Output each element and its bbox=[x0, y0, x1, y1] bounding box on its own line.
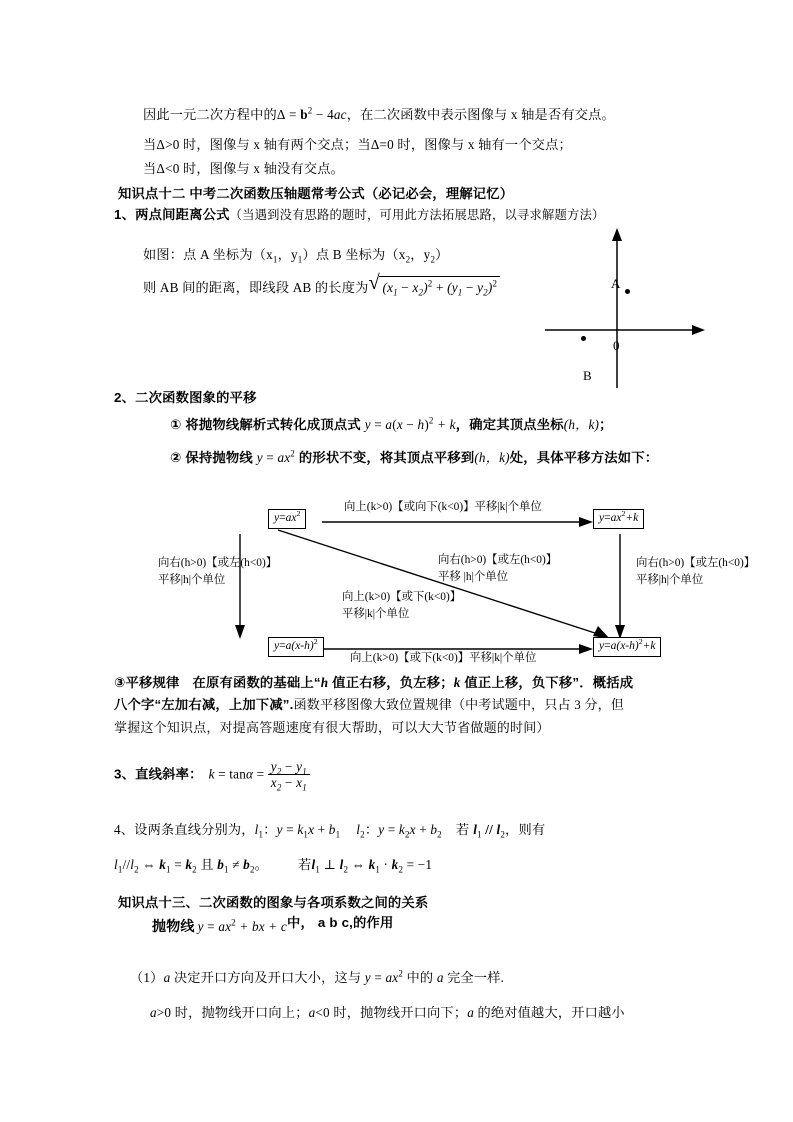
step2-pow: 2 bbox=[290, 448, 295, 459]
step1-x: x bbox=[396, 417, 403, 432]
origin-label: 0 bbox=[613, 338, 620, 353]
s13-item1-pow: 2 bbox=[398, 968, 404, 979]
sub-x1: 1 bbox=[272, 254, 278, 265]
slope-den-x2-sub: 2 bbox=[276, 782, 282, 793]
label-middle-upper-2: 平移 |h|个单位 bbox=[438, 571, 509, 583]
radical-sign: √ bbox=[368, 272, 380, 294]
f-minus-2: − bbox=[462, 280, 478, 295]
f-close-1: ) bbox=[423, 280, 428, 295]
item-1-line-1-a: 如图：点 A 坐标为（x bbox=[143, 247, 273, 262]
slope-numerator bbox=[268, 759, 310, 777]
item4-perp-k1-sub: 1 bbox=[375, 864, 381, 875]
s13-ax: ax bbox=[218, 919, 232, 934]
item-1-line-1 bbox=[143, 245, 449, 264]
sub-x2: 2 bbox=[405, 254, 411, 265]
item-1-line-1-e: ） bbox=[435, 247, 449, 262]
axis-label-B: B bbox=[583, 368, 592, 383]
box4-pow: 2 bbox=[638, 637, 643, 647]
f-x1: x bbox=[387, 280, 394, 295]
item4-res-b2: b bbox=[243, 857, 250, 872]
shift-rule-line-1 bbox=[114, 673, 633, 692]
parabola-word: 抛物线 bbox=[152, 918, 195, 934]
s13-item1-text2: 中的 bbox=[403, 970, 437, 985]
f-y2-sub: 2 bbox=[483, 287, 488, 298]
distance-formula bbox=[368, 272, 500, 298]
box2-tail: +k bbox=[625, 512, 639, 524]
item4-l1-x: x bbox=[308, 822, 315, 837]
item4-perp-iff: ⇔ bbox=[348, 857, 369, 872]
item-1-line-1-d: ，y bbox=[410, 247, 431, 262]
label-middle-lower-1: 向上(k>0)【或下(k<0)】 bbox=[342, 591, 462, 603]
shift-rule-1tail: 概括成 bbox=[592, 675, 634, 690]
s13-item1-text: 决定开口方向及开口大小，这与 bbox=[170, 970, 365, 985]
item4-l1-eq: = bbox=[282, 822, 298, 837]
slope-den-x1: x bbox=[296, 775, 303, 791]
item4-cond-par: // bbox=[481, 822, 497, 837]
step1-eq: = bbox=[370, 417, 386, 432]
label-middle-upper-1: 向右(h>0)【或左(h<0)】 bbox=[438, 554, 558, 566]
item4-res-period: 。 bbox=[254, 857, 269, 872]
step1-h: h bbox=[417, 417, 425, 432]
section-2-step-1 bbox=[170, 415, 613, 434]
slope-den-x1-sub: 1 bbox=[302, 782, 307, 793]
item4-cond-l2-sub: 2 bbox=[500, 829, 506, 840]
item4-perp-l1: l bbox=[311, 857, 316, 872]
step2-y: y bbox=[256, 450, 263, 465]
s13-c: + c bbox=[264, 919, 287, 934]
box3-y: y bbox=[274, 640, 280, 652]
s13-y: y bbox=[197, 919, 204, 934]
label-middle-lower-2: 平移|k|个单位 bbox=[342, 608, 410, 620]
f-x2: x bbox=[412, 280, 419, 295]
shift-rule-line-2 bbox=[114, 695, 624, 715]
box4-y: y bbox=[599, 640, 605, 652]
f-open-1: ( bbox=[382, 280, 388, 295]
slope-den-x2: x bbox=[270, 775, 277, 791]
box3-expr: a(x-h) bbox=[285, 640, 314, 652]
f-y1-sub: 1 bbox=[457, 287, 463, 298]
f-y1: y bbox=[451, 280, 458, 295]
item-1-line-1-c: ）点 B 坐标为（x bbox=[302, 247, 406, 262]
slope-fraction bbox=[268, 759, 310, 793]
item4-l1-plus: + bbox=[314, 822, 329, 837]
box1-y: y bbox=[274, 512, 280, 524]
box1-eq: = bbox=[279, 512, 286, 524]
f-close-2: ) bbox=[487, 280, 493, 295]
section-2-title: 2、二次函数图象的平移 bbox=[114, 390, 257, 405]
step1-pow: 2 bbox=[428, 415, 434, 426]
s13-pow: 2 bbox=[231, 917, 236, 928]
f-pow-1: 2 bbox=[427, 278, 433, 289]
section-13-heading: 知识点十三、二次函数的图象与各项系数之间的关系 bbox=[118, 895, 429, 910]
item4-res-b2-sub: 2 bbox=[249, 864, 255, 875]
item4-res-b1-sub: 1 bbox=[224, 864, 229, 875]
slope-eq2: = bbox=[253, 766, 268, 782]
shift-rule-1d: 值正上移，负下移”． bbox=[460, 675, 593, 690]
lines-item-4-row-1 bbox=[114, 820, 545, 839]
box1-expr: ax bbox=[285, 512, 297, 524]
label-top-arrow: 向上(k>0)【或向下(k<0)】平移|k|个单位 bbox=[344, 501, 542, 513]
s13-item2-a3: a bbox=[467, 1005, 475, 1020]
item4-cond-l2: l bbox=[496, 822, 501, 837]
item4-perp-eq: = −1 bbox=[403, 857, 433, 872]
shift-rule-line-3: 掌握这个知识点，对提高答题速度有很大帮助，可以大大节省做题的时间） bbox=[114, 720, 550, 735]
step1-y: y bbox=[364, 417, 371, 432]
shift-rule-title: ③平移规律 bbox=[114, 675, 180, 690]
item4-l1-b-sub: 1 bbox=[335, 829, 341, 840]
step1-minus: − bbox=[402, 417, 418, 432]
box2-pow: 2 bbox=[621, 509, 626, 519]
intro-line-1-prefix: 因此一元二次方程中的 bbox=[143, 107, 277, 122]
step-1-middle: ，确定其顶点坐标 bbox=[455, 417, 564, 432]
s13-item1-ax: ax bbox=[385, 970, 399, 985]
item4-res-neq: ≠ bbox=[228, 857, 244, 872]
item4-l2-k: k bbox=[398, 822, 405, 837]
slope-eq1: = bbox=[214, 766, 230, 782]
intro-line-1-minus: − 4 bbox=[312, 107, 334, 122]
shift-rule-2rest: 函数平移图像大致位置规律（中考试题中，只占 3 分，但 bbox=[293, 697, 624, 712]
box4-tail: +k bbox=[642, 640, 656, 652]
section-13-item-2 bbox=[150, 1003, 625, 1022]
s13-item2-tail: 的绝对值越大，开口越小 bbox=[474, 1005, 625, 1020]
diagram-box-y-ax2 bbox=[268, 509, 306, 529]
slope-num-y2-sub: 2 bbox=[276, 766, 282, 777]
distance-label: 则 AB 间的距离，即线段 AB 的长度为 bbox=[143, 280, 369, 295]
item4-res-l1: l bbox=[114, 857, 118, 872]
section-2-step-2 bbox=[170, 448, 658, 467]
item4-perp-k2-sub: 2 bbox=[398, 864, 404, 875]
coordinate-axes-figure bbox=[545, 228, 705, 390]
intro-line-2: 当Δ>0 时，图像与 x 轴有两个交点；当Δ=0 时，图像与 x 轴有一个交点； bbox=[143, 137, 572, 152]
item-1-line-2 bbox=[143, 272, 500, 298]
section-13-item-1 bbox=[130, 968, 504, 987]
item-1-title-row bbox=[114, 205, 605, 225]
f-open-2: ( bbox=[447, 280, 452, 295]
step-2-middle: 的形状不变，将其顶点平移到 bbox=[294, 450, 475, 465]
point-B-dot bbox=[581, 336, 586, 341]
lines-item-4-row-2 bbox=[114, 855, 432, 874]
axes-svg bbox=[545, 228, 705, 390]
step-2-end: 处，具体平移方法如下： bbox=[509, 450, 659, 465]
box4-eq: = bbox=[604, 640, 611, 652]
label-left-2: 平移|h|个单位 bbox=[158, 574, 226, 586]
item4-l1-sub: 1 bbox=[258, 829, 264, 840]
item4-then: ，则有 bbox=[505, 822, 546, 837]
intro-line-1-ac: ac bbox=[333, 107, 347, 122]
s13-tail: 中， a b c,的作用 bbox=[286, 915, 394, 930]
item4-second-if: 若 bbox=[298, 857, 312, 872]
section-12-heading: 知识点十二 中考二次函数压轴题常考公式（必记必会，理解记忆） bbox=[118, 186, 514, 201]
item4-l2-plus: + bbox=[415, 822, 431, 837]
point-A-dot bbox=[625, 289, 630, 294]
slope-num-y1: y bbox=[296, 759, 303, 774]
step2-eq: = bbox=[262, 450, 278, 465]
item4-l2-b: b bbox=[430, 822, 438, 837]
step1-close: ) bbox=[424, 417, 429, 432]
item4-cond-l1-sub: 1 bbox=[477, 829, 482, 840]
intro-line-3: 当Δ<0 时，图像与 x 轴没有交点。 bbox=[143, 161, 345, 176]
item4-l1-colon: ： bbox=[263, 822, 277, 837]
slope-label: 3、直线斜率： bbox=[114, 766, 203, 782]
slope-num-y1-sub: 1 bbox=[302, 766, 307, 777]
slope-tan: tan bbox=[229, 766, 246, 782]
item4-res-par: // bbox=[122, 857, 131, 872]
f-y2: y bbox=[477, 280, 484, 295]
f-plus: + bbox=[432, 280, 448, 295]
slope-row bbox=[114, 760, 310, 791]
slope-denominator bbox=[268, 774, 310, 793]
step-1-prefix: ① 将抛物线解析式转化成顶点式 bbox=[170, 417, 365, 432]
item4-res-l2-sub: 2 bbox=[134, 864, 139, 875]
item4-res-k1: k bbox=[159, 857, 167, 872]
s13-item1-y: y bbox=[364, 970, 371, 985]
item-1-note: （当遇到没有思路的题时，可用此方法拓展思路，以寻求解题方法） bbox=[229, 208, 605, 222]
step-2-prefix: ② 保持抛物线 bbox=[170, 450, 257, 465]
item-1-title: 1、两点间距离公式 bbox=[114, 207, 230, 222]
item4-l2-b-sub: 2 bbox=[437, 829, 442, 840]
slope-k: k bbox=[208, 766, 215, 782]
s13-bx: + bx bbox=[235, 919, 265, 934]
item4-res-k2: k bbox=[185, 857, 193, 872]
f-x1-sub: 1 bbox=[393, 287, 398, 298]
item4-res-eq: = bbox=[170, 857, 186, 872]
item4-perp-l2: l bbox=[339, 857, 344, 872]
step-2-coord: (h，k) bbox=[474, 450, 510, 465]
item4-cond-l1: l bbox=[473, 822, 478, 837]
box2-y: y bbox=[599, 512, 605, 524]
s13-item2-gt: >0 时，抛物线开口向上； bbox=[156, 1005, 309, 1020]
s13-item1-a2: a bbox=[436, 970, 444, 985]
slope-den-minus: − bbox=[281, 775, 297, 791]
item4-res-k1-sub: 1 bbox=[166, 864, 171, 875]
step1-plus-k: + k bbox=[433, 417, 456, 432]
shift-rule-k: k bbox=[453, 675, 461, 690]
sub-y1: 1 bbox=[297, 254, 303, 265]
shift-rule-eight-chars: 八个字“左加右减，上加下减”. bbox=[114, 697, 294, 712]
step-1-end: ； bbox=[599, 417, 613, 432]
item4-l2-colon: ： bbox=[364, 822, 379, 837]
s13-item1-pre: （1） bbox=[130, 970, 164, 985]
item4-l1-k: k bbox=[297, 822, 304, 837]
step1-a: a bbox=[385, 417, 393, 432]
step2-ax: ax bbox=[277, 450, 291, 465]
section-13-subtitle bbox=[152, 916, 394, 936]
f-minus-1: − bbox=[397, 280, 413, 295]
label-left-1: 向右(h>0)【或左(h<0)】 bbox=[158, 557, 278, 569]
box1-pow: 2 bbox=[296, 509, 301, 519]
item4-res-l1-sub: 1 bbox=[117, 864, 123, 875]
item4-l1: l bbox=[254, 822, 259, 837]
f-x2-sub: 2 bbox=[418, 287, 424, 298]
item4-res-k2-sub: 2 bbox=[192, 864, 197, 875]
item4-l2: l bbox=[356, 822, 361, 837]
item4-iff: ⇔ bbox=[138, 857, 160, 872]
item-1-line-1-b: ，y bbox=[277, 247, 298, 262]
shift-rule-h: h bbox=[320, 675, 329, 690]
item4-res-b1: b bbox=[217, 857, 225, 872]
step-1-coord: (h，k) bbox=[563, 417, 600, 432]
s13-item1-text3: 完全一样. bbox=[443, 970, 505, 985]
item4-if: 若 bbox=[455, 822, 470, 837]
item4-l2-sub: 2 bbox=[360, 829, 365, 840]
item4-res-l2: l bbox=[130, 857, 135, 872]
item4-l2-k-sub: 2 bbox=[404, 829, 410, 840]
parabola-shift-diagram bbox=[150, 494, 793, 674]
item4-perp-k2: k bbox=[391, 857, 399, 872]
s13-item1-eq: = bbox=[370, 970, 386, 985]
step1-open: ( bbox=[392, 417, 397, 432]
intro-line-1: 因此一元二次方程中的$\Delta = b^2 - 4ac$，在二次函数中表示图像与 x 轴是否有交点。 bbox=[143, 105, 615, 122]
box3-pow: 2 bbox=[313, 637, 318, 647]
slope-num-y2: y bbox=[270, 759, 277, 774]
item4-l2-x: x bbox=[409, 822, 416, 837]
item4-perp-l1-sub: 1 bbox=[315, 864, 320, 875]
label-bottom-arrow: 向上(k>0)【或下(k<0)】平移|k|个单位 bbox=[350, 652, 537, 664]
diagram-box-y-a-x-minus-h-2 bbox=[268, 637, 324, 657]
item4-l1-y: y bbox=[276, 822, 283, 837]
diagram-box-y-ax2-plus-k bbox=[593, 509, 644, 529]
sub-y2: 2 bbox=[430, 254, 436, 265]
label-right-2: 平移|h|个单位 bbox=[636, 574, 704, 586]
shift-rule-1b: 在原有函数的基础上“ bbox=[192, 675, 321, 690]
s13-eq: = bbox=[203, 919, 219, 934]
item4-l2-y: y bbox=[378, 822, 385, 837]
s13-item1-a: a bbox=[163, 970, 171, 985]
intro-line-1-suffix: ，在二次函数中表示图像与 x 轴是否有交点。 bbox=[346, 107, 615, 122]
item4-perp-dot: · bbox=[380, 857, 392, 872]
box4-expr: a(x-h) bbox=[610, 640, 639, 652]
item4-perp-k1: k bbox=[368, 857, 376, 872]
item4-perp-l2-sub: 2 bbox=[343, 864, 349, 875]
s13-item2-a: a bbox=[150, 1005, 157, 1020]
item4-l1-b: b bbox=[328, 822, 336, 837]
f-pow-2: 2 bbox=[492, 278, 498, 289]
item4-l1-k-sub: 1 bbox=[303, 829, 309, 840]
slope-num-minus: − bbox=[281, 759, 297, 774]
s13-item2-lt: <0 时，抛物线开口向下； bbox=[315, 1005, 468, 1020]
item-4-lead: 4、设两条直线分别为， bbox=[114, 822, 255, 837]
diagram-box-y-a-x-minus-h-2-plus-k bbox=[593, 637, 661, 657]
s13-item2-a2: a bbox=[308, 1005, 316, 1020]
box2-expr: ax bbox=[610, 512, 622, 524]
item4-res-and: 且 bbox=[196, 857, 218, 872]
box3-eq: = bbox=[279, 640, 286, 652]
item4-l2-eq: = bbox=[384, 822, 399, 837]
slope-alpha: α bbox=[246, 766, 254, 782]
item4-perp-sym: ⊥ bbox=[320, 857, 340, 872]
shift-rule-1c: 值正右移，负左移； bbox=[328, 675, 454, 690]
label-right-1: 向右(h>0)【或左(h<0)】 bbox=[636, 557, 756, 569]
axis-label-A: A bbox=[611, 276, 621, 291]
box2-eq: = bbox=[604, 512, 611, 524]
